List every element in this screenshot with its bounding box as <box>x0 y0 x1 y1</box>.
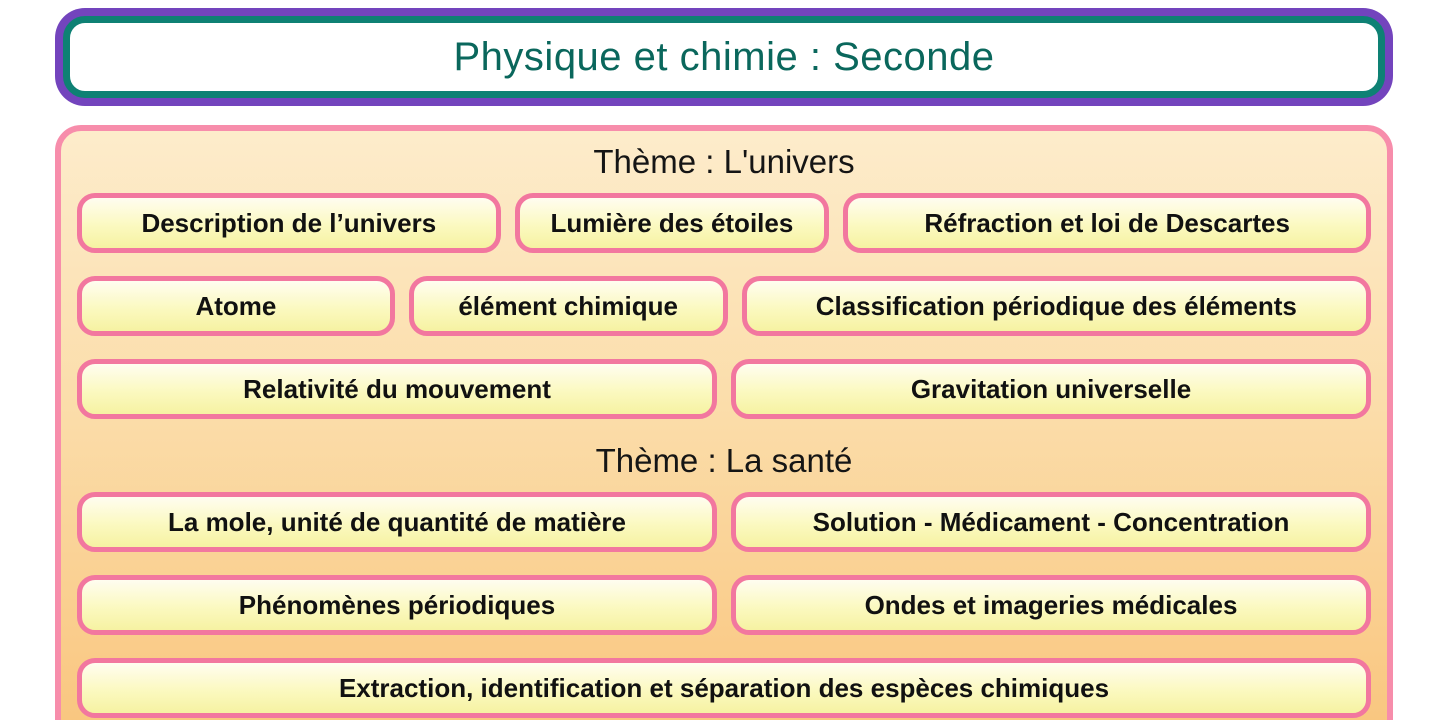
chapter-button-mole-quantite-matiere[interactable]: La mole, unité de quantité de matière <box>77 492 717 552</box>
chapter-button-phenomenes-periodiques[interactable]: Phénomènes périodiques <box>77 575 717 635</box>
theme-heading-sante: Thème : La santé <box>595 442 853 479</box>
chapter-row-1 <box>77 193 1371 253</box>
page-title: Physique et chimie : Seconde <box>453 34 995 79</box>
header-banner <box>55 8 1393 106</box>
chapter-button-classification-periodique[interactable]: Classification périodique des éléments <box>742 276 1371 336</box>
chapter-button-lumiere-etoiles[interactable]: Lumière des étoiles <box>515 193 830 253</box>
themes-panel <box>55 125 1393 720</box>
chapter-button-gravitation-universelle[interactable]: Gravitation universelle <box>731 359 1371 419</box>
chapter-button-element-chimique[interactable]: élément chimique <box>409 276 728 336</box>
theme-heading-univers: Thème : L'univers <box>593 143 855 180</box>
chapter-button-atome[interactable]: Atome <box>77 276 395 336</box>
chapter-button-ondes-imageries-medicales[interactable]: Ondes et imageries médicales <box>731 575 1371 635</box>
chapter-button-relativite-mouvement[interactable]: Relativité du mouvement <box>77 359 717 419</box>
chapter-row-5 <box>77 575 1371 635</box>
header-banner-inner <box>63 16 1385 98</box>
chapter-button-description-univers[interactable]: Description de l’univers <box>77 193 501 253</box>
chapter-row-6 <box>77 658 1371 718</box>
chapter-button-refraction-descartes[interactable]: Réfraction et loi de Descartes <box>843 193 1371 253</box>
chapter-button-solution-medicament-concentration[interactable]: Solution - Médicament - Concentration <box>731 492 1371 552</box>
chapter-row-3 <box>77 359 1371 419</box>
chapter-row-2 <box>77 276 1371 336</box>
chapter-row-4 <box>77 492 1371 552</box>
chapter-button-extraction-identification-separation[interactable]: Extraction, identification et séparation des espèces chimiques <box>77 658 1371 718</box>
